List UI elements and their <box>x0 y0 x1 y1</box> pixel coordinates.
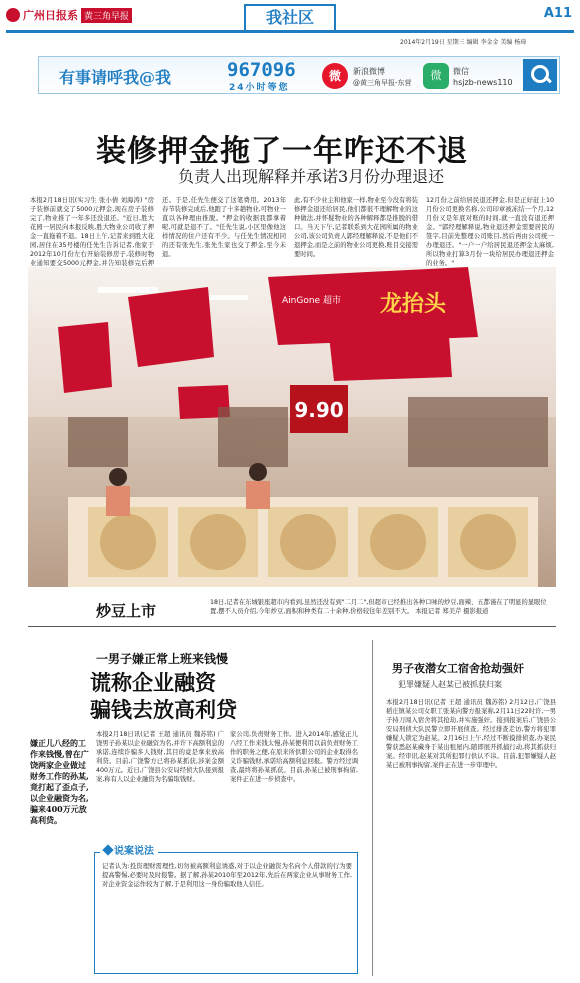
weibo-handle: @黄三角早报-东营 <box>353 79 412 87</box>
story2-column-1: 本报2月18日讯(记者 王超 通讯员 魏苏铭) 广饶男子孙某以企业融资为名,并许下高额利息的承诺,连续诈骗多人钱财,其目的竟是拿来放高利贷。目前,广饶警方已将孙某抓获,涉案金额400万元。近日,广饶县公安局经侦大队接到报案,称有人以企业融资为名骗取钱财。 <box>96 731 224 783</box>
section-title: 我社区 <box>244 4 336 30</box>
hotline-banner <box>38 56 560 94</box>
wechat-icon: 微 <box>423 63 449 89</box>
supermarket-illustration <box>28 267 556 587</box>
wechat-name: 微信 <box>453 67 469 76</box>
section-divider <box>28 626 556 627</box>
story3-headline: 男子夜潜女工宿舍抢劫强奸 <box>392 662 524 675</box>
logo-text: 广州日报系 <box>23 9 78 22</box>
story2-headline-line1: 谎称企业融资 <box>90 670 216 695</box>
supermarket-photo <box>28 267 556 587</box>
comment-tag-label: 说案说法 <box>114 846 154 857</box>
hotline-number: 967096 <box>227 59 296 81</box>
comment-tag-icon <box>102 844 113 855</box>
story2-headline-line2: 骗钱去放高利贷 <box>90 697 237 722</box>
lead-headline: 装修押金拖了一年咋还不退 <box>96 134 468 169</box>
lead-subhead: 负责人出现解释并承诺3月份办理退还 <box>178 167 445 186</box>
hotline-hours: 24小时等您 <box>229 83 290 93</box>
lead-column-1: 本报2月18日讯(实习生 张小倩 刘海涛) "房子装修前就交了5000元押金,现在房子装修完了,物业推了一年多还没退还。"近日,胜大花园一居民向本报反映,胜大物业公司收了押金一直拖着不退。18日上午,记者来到胜大花园,居住在35号楼的任先生告诉记者,他家于2012年10月份左右开始装修房子,装修时物业通知要交5000元押金,并告知装修完后押 <box>30 197 154 267</box>
issue-meta: 2014年2月19日 星期三 编辑 李金金 美编 杨琦 <box>400 39 527 46</box>
story2-comment: 记者认为:投资理财需理性,切勿被高额利息诱惑,对于以企业融资为名向个人借款的行为要提高警惕,必要时及时报警。据了解,孙某2010年至2012年,先后在两家企业从事财务工作,对企业资金运作较为了解,于是利用这一身份骗取他人信任。 <box>102 863 352 888</box>
column-divider <box>372 640 373 976</box>
hotline-title: 有事请呼我@我 <box>59 68 172 87</box>
lead-column-2: 还。于是,任先生便交了这笔费用。2013年春节装修完成后,他跑了十多趟物业,可物业一直以各种理由推脱。"押金的收据我都拿着呢,可就是退不了。"任先生说,小区里像他这样情况的住户还有不少。与任先生情况相同的还有张先生,张先生家也交了押金,至今未退。 <box>162 197 286 258</box>
story2-side-quote: 嫌正儿八经的工作来钱慢,曾在广饶两家企业做过财务工作的孙某,竟打起了歪点子,以企业融资为名,骗来400万元放高利贷。 <box>30 738 89 825</box>
lead-column-4: 12月份之前给居民退还押金,但是正好赶上10月份公司更换名称,公司印章被冻结一个月,12月份又是年底对账的时间,就一直没有退还押金。"郭经理解释说,物业退还押金需要居民的签字,目前先整理公司账目,然后再由公司统一办理退还。"一户一户给居民退还押金太麻烦,所以物业打算3月份一块给居民办理退还押金的业务。" <box>426 197 554 267</box>
comment-tag <box>100 842 158 857</box>
weibo-name: 新浪微博 <box>353 67 385 76</box>
banner-sub-text: AinGone 超市 <box>282 296 341 306</box>
story3-column: 本报2月18日讯(记者 王超 通讯员 魏苏铭) 2月12日,广饶县稻庄镇某公司女职工张某向警方报案称,2月11日22时许,一男子持刀闯入宿舍将其抢劫,并实施强奸。接到报案后,广饶县公安局刑侦大队民警立即开展侦查。经过排查走访,警方将犯罪嫌疑人锁定为赵某。2月16日上午,经过不断摸排侦查,办案民警获悉赵某藏身于某出租屋内,随即展开抓捕行动,将其抓获归案。经审讯,赵某对其所犯罪行供认不讳。目前,犯罪嫌疑人赵某已被刑事拘留,案件正在进一步审理中。 <box>386 699 556 769</box>
header-rule <box>6 30 574 33</box>
story3-subhead: 犯罪嫌疑人赵某已被抓获归案 <box>398 680 502 689</box>
weibo-icon: 微 <box>322 63 348 89</box>
photo-caption-title: 炒豆上市 <box>96 602 157 620</box>
logo-mark-icon <box>6 8 20 22</box>
lead-column-3: 此,有不少业主和他家一样,物业至今没有将装修押金退还给居民,他们都很不理解物业的这种做法,并怀疑物业的各种解释都是推脱的借口。当天下午,记者联系到大花园所属的物业公司,该公司负责人郭经理解释说,不是他们不退押金,而是之前的物业公司更换,账目交接需要时间。 <box>294 197 418 258</box>
page-number: A11 <box>543 6 572 21</box>
story2-column-2: 家公司,负责财务工作。进入2014年,感觉正儿八经工作来钱太慢,孙某便利用以前负责财务工作的职务之便,在原来所供职公司的企业取得名义诈骗钱财,承诺给高额利息回报。警方经过调查,最终将孙某抓获。目前,孙某已被刑事拘留,案件正在进一步侦查中。 <box>230 731 358 783</box>
masthead <box>0 0 580 46</box>
wechat-handle: hsjzb-news110 <box>453 78 513 87</box>
newspaper-logo <box>6 6 132 24</box>
banner-text: 龙抬头 <box>380 291 447 317</box>
photo-caption-text: 18日,记者在东城银座超市内看到,虽然还没有到"二月二",但超市已经推出各种口味的炒豆,面辣、五都谨在了明显的显眼位置,摆不人员介绍,今年炒豆,面积和种类有二十余种,价格较往年差别不大。 本报记者 郑美芹 摄影报道 <box>210 599 547 615</box>
search-icon <box>523 59 557 91</box>
price-tag-text: 9.90 <box>294 398 344 422</box>
logo-tag: 黄三角早报 <box>81 8 132 23</box>
story2-kicker: 一男子嫌正常上班来钱慢 <box>96 652 229 666</box>
